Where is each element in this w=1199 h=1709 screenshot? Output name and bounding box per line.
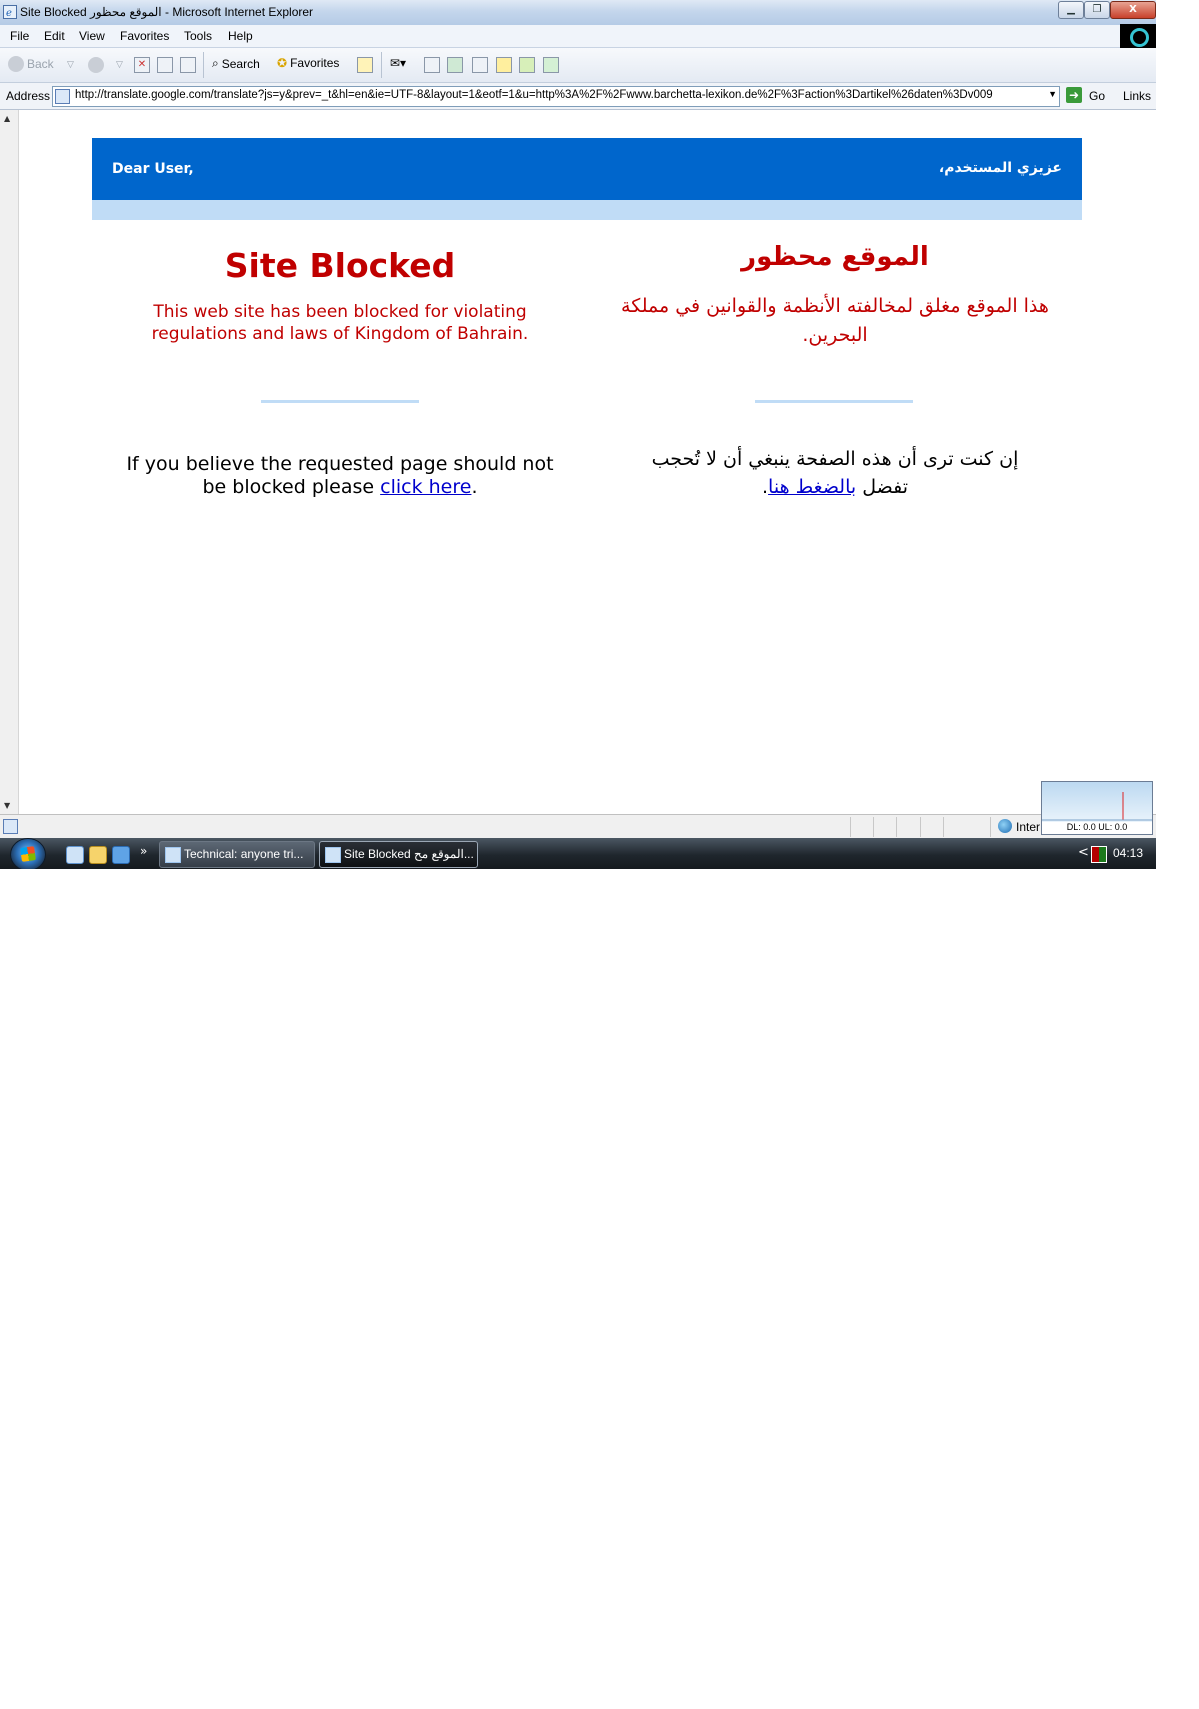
page-icon: [55, 89, 70, 104]
title-ar: الموقع محظور: [741, 242, 929, 272]
bandwidth-meter: [1041, 781, 1153, 835]
divider-ar: [755, 400, 913, 403]
toolbar: [0, 48, 1156, 83]
task-label: Technical: anyone tri...: [184, 847, 304, 861]
close-button[interactable]: X: [1110, 1, 1156, 19]
go-arrow-icon[interactable]: ➜: [1066, 87, 1082, 103]
favorites-button[interactable]: [277, 56, 339, 70]
unblock-request-ar: [626, 445, 1044, 501]
refresh-icon[interactable]: [157, 57, 173, 73]
menu-bar: [0, 25, 1156, 48]
start-button[interactable]: [10, 838, 46, 869]
research-icon[interactable]: [519, 57, 535, 73]
banner-strip: [92, 200, 1082, 220]
mail-icon[interactable]: ✉▾: [390, 56, 407, 70]
ie-throbber-icon: [1120, 24, 1156, 48]
forward-dropdown-icon[interactable]: ▽: [116, 59, 123, 69]
menu-edit[interactable]: Edit: [44, 29, 65, 43]
home-icon[interactable]: [180, 57, 196, 73]
address-label: Address: [6, 89, 51, 103]
menu-help[interactable]: Help: [228, 29, 253, 43]
unblock-suffix-en: .: [471, 476, 478, 498]
search-icon: ⌕: [212, 56, 219, 70]
search-button[interactable]: [212, 56, 260, 71]
scroll-down-icon[interactable]: ▼: [4, 801, 11, 810]
quicklaunch-more-icon[interactable]: »: [140, 844, 148, 858]
title-bar: [0, 0, 1156, 26]
taskbar-item-site-blocked[interactable]: [319, 841, 478, 868]
quicklaunch-desktop-icon[interactable]: [112, 846, 130, 864]
links-button[interactable]: Links: [1123, 89, 1152, 103]
screen: [0, 0, 1156, 869]
quicklaunch-media-icon[interactable]: [89, 846, 107, 864]
clock[interactable]: 04:13: [1113, 846, 1144, 860]
print-icon[interactable]: [424, 57, 440, 73]
favorites-label: Favorites: [290, 56, 340, 70]
address-input[interactable]: [52, 86, 1060, 107]
restore-button[interactable]: ❐: [1084, 1, 1110, 19]
task-label: Site Blocked الموقع مح...: [344, 847, 474, 861]
taskbar-item-technical[interactable]: [159, 841, 315, 868]
internet-zone-globe-icon: [998, 819, 1012, 833]
unblock-suffix-ar: .: [762, 476, 769, 498]
stop-icon[interactable]: ✕: [134, 57, 150, 73]
menu-view[interactable]: View: [79, 29, 105, 43]
tray-meter-icon[interactable]: [1091, 846, 1107, 863]
ie-task-icon: [165, 847, 181, 863]
message-ar: هذا الموقع مغلق لمخالفته الأنظمة والقوانين في مملكة البحرين.: [621, 295, 1049, 346]
back-dropdown-icon[interactable]: ▽: [67, 59, 74, 69]
unblock-text-en: If you believe the requested page should not be blocked please: [126, 453, 554, 498]
messenger-icon[interactable]: [447, 57, 463, 73]
status-page-icon: [3, 819, 18, 834]
back-label: Back: [27, 57, 54, 71]
page-viewport: [0, 110, 1156, 814]
divider-en: [261, 400, 419, 403]
title-en: Site Blocked: [224, 246, 456, 285]
bandwidth-readout: DL: 0.0 UL: 0.0: [1066, 822, 1128, 832]
click-here-link[interactable]: click here: [380, 476, 472, 498]
greeting-en: Dear User,: [112, 161, 194, 177]
minimize-button[interactable]: ▁: [1058, 1, 1084, 19]
greeting-ar: عزيزي المستخدم،: [938, 160, 1062, 176]
unblock-text-ar: إن كنت ترى أن هذه الصفحة ينبغي أن لا تُحجب تفضل: [651, 448, 1019, 498]
favorites-star-icon: ✪: [277, 56, 288, 70]
ie-task-icon: [325, 847, 341, 863]
back-button[interactable]: [8, 56, 54, 72]
menu-file[interactable]: File: [10, 29, 30, 43]
taskbar: [0, 838, 1156, 869]
menu-tools[interactable]: Tools: [184, 29, 213, 43]
unblock-request-en: [117, 453, 563, 499]
message-en: This web site has been blocked for violating regulations and laws of Kingdom of Bahrain.: [151, 302, 529, 344]
tray-expand-icon[interactable]: <: [1078, 845, 1089, 860]
banner: [92, 138, 1082, 200]
search-label: Search: [221, 56, 260, 71]
windows-logo-icon: [20, 846, 36, 862]
bandwidth-spike: [1042, 782, 1152, 822]
status-bar: [0, 814, 1156, 839]
security-zone-label: Inter: [1016, 820, 1041, 834]
back-arrow-icon: [8, 56, 24, 72]
svg-text:e: e: [6, 8, 12, 19]
history-icon[interactable]: [357, 57, 373, 73]
quicklaunch-ie-icon[interactable]: [66, 846, 84, 864]
vertical-scrollbar[interactable]: [0, 110, 19, 814]
address-bar: [0, 83, 1156, 110]
translate-icon[interactable]: [543, 57, 559, 73]
note-icon[interactable]: [496, 57, 512, 73]
address-dropdown-icon[interactable]: ▼: [1048, 89, 1057, 99]
go-button[interactable]: Go: [1089, 89, 1106, 103]
scroll-up-icon[interactable]: ▲: [4, 114, 11, 123]
click-here-link-ar[interactable]: بالضغط هنا: [768, 476, 857, 498]
bandwidth-graph: [1042, 782, 1152, 822]
address-url[interactable]: http://translate.google.com/translate?js=y&prev=_t&hl=en&ie=UTF-8&layout=1&eotf=1&u=http%3A%2F%2Fwww.barchetta-lexikon.de%2F%3Faction%3Dartikel%26daten%3Dv009: [75, 89, 993, 101]
edit-icon[interactable]: [472, 57, 488, 73]
ie-icon: [3, 5, 17, 19]
window-title: Site Blocked الموقع محظور - Microsoft Internet Explorer: [20, 5, 314, 19]
menu-favorites[interactable]: Favorites: [120, 29, 170, 43]
forward-arrow-icon[interactable]: [88, 57, 104, 73]
